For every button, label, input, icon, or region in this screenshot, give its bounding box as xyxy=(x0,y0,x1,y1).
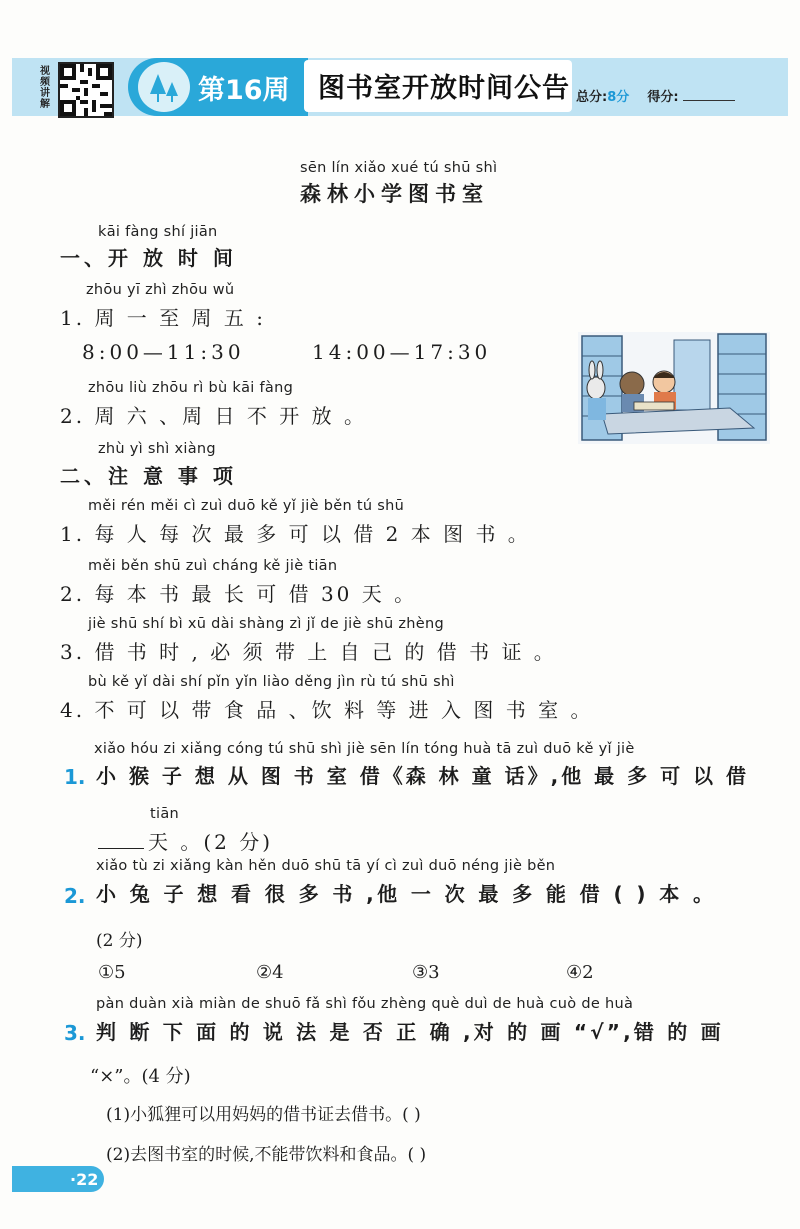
total-value: 8分 xyxy=(607,90,630,105)
rule2-pinyin: měi běn shū zuì cháng kě jiè tiān xyxy=(88,558,338,574)
q1-cont xyxy=(98,826,273,855)
qr-code-icon[interactable] xyxy=(58,62,114,118)
score-label: 得分: xyxy=(647,90,679,105)
q2-points: (2 分) xyxy=(96,931,143,951)
q2-pinyin: xiǎo tù zi xiǎng kàn hěn duō shū tā yí cì zuì duō néng jiè běn xyxy=(96,858,556,874)
section2-pinyin: zhù yì shì xiàng xyxy=(98,441,216,457)
tree-icon xyxy=(138,62,190,112)
q3-number: 3. xyxy=(64,1021,86,1045)
notice-title: 森林小学图书室 xyxy=(300,182,489,206)
q2-option-3[interactable]: ③3 xyxy=(412,962,440,983)
total-label: 总分: xyxy=(576,90,608,105)
score-area xyxy=(576,86,735,105)
rule4-text: 4. 不 可 以 带 食 品 、饮 料 等 进 入 图 书 室 。 xyxy=(60,698,594,722)
rule3-pinyin: jiè shū shí bì xū dài shàng zì jǐ de jiè shū zhèng xyxy=(88,616,444,632)
q1-cont-pinyin: tiān xyxy=(150,806,179,822)
rule3-text: 3. 借 书 时 , 必 须 带 上 自 己 的 借 书 证 。 xyxy=(60,640,557,664)
page-number-value: 22 xyxy=(76,1170,99,1189)
qr-label: 视频讲解 xyxy=(40,66,50,110)
item2-pinyin: zhōu liù zhōu rì bù kāi fàng xyxy=(88,380,294,396)
section1-heading: 一、开 放 时 间 xyxy=(60,246,237,270)
week-label: 第16周 xyxy=(198,75,290,106)
section1-pinyin: kāi fàng shí jiān xyxy=(98,224,218,240)
q1-number: 1. xyxy=(64,765,86,789)
q1-pinyin: xiǎo hóu zi xiǎng cóng tú shū shì jiè sēn lín tóng huà tā zuì duō kě yǐ jiè xyxy=(94,741,635,757)
q3-statement-1[interactable]: (1)小狐狸可以用妈妈的借书证去借书。( ) xyxy=(106,1105,421,1125)
rule2-text: 2. 每 本 书 最 长 可 借 30 天 。 xyxy=(60,582,418,606)
item1-text: 1. 周 一 至 周 五 : xyxy=(60,306,266,330)
q2-option-1[interactable]: ①5 xyxy=(98,962,126,983)
page-title: 图书室开放时间公告 xyxy=(318,73,570,104)
section2-heading: 二、注 意 事 项 xyxy=(60,464,237,488)
notice-title-pinyin: sēn lín xiǎo xué tú shū shì xyxy=(300,160,498,176)
time-morning: 8:00—11:30 xyxy=(82,340,245,364)
score-blank[interactable] xyxy=(683,100,735,101)
q1-answer-blank[interactable] xyxy=(98,848,144,849)
q3-cont: “×”。(4 分) xyxy=(90,1066,191,1087)
q1-text: 小 猴 子 想 从 图 书 室 借《森 林 童 话》,他 最 多 可 以 借 xyxy=(96,764,750,788)
rule1-text: 1. 每 人 每 次 最 多 可 以 借 2 本 图 书 。 xyxy=(60,522,531,546)
page-number: ·22 xyxy=(70,1170,99,1189)
library-illustration xyxy=(578,332,770,444)
rule4-pinyin: bù kě yǐ dài shí pǐn yǐn liào děng jìn rù tú shū shì xyxy=(88,674,455,690)
q3-pinyin: pàn duàn xià miàn de shuō fǎ shì fǒu zhèng què duì de huà cuò de huà xyxy=(96,996,634,1012)
q3-statement-2[interactable]: (2)去图书室的时候,不能带饮料和食品。( ) xyxy=(106,1145,427,1165)
q1-cont-text: 天 。(2 分) xyxy=(148,830,274,854)
q2-number: 2. xyxy=(64,884,86,908)
item1-pinyin: zhōu yī zhì zhōu wǔ xyxy=(86,282,235,298)
rule1-pinyin: měi rén měi cì zuì duō kě yǐ jiè běn tú shū xyxy=(88,498,405,514)
time-afternoon: 14:00—17:30 xyxy=(312,340,492,364)
q2-text: 小 兔 子 想 看 很 多 书 ,他 一 次 最 多 能 借 ( ) 本 。 xyxy=(96,882,717,906)
q2-option-4[interactable]: ④2 xyxy=(566,962,594,983)
q2-option-2[interactable]: ②4 xyxy=(256,962,284,983)
item2-text: 2. 周 六 、周 日 不 开 放 。 xyxy=(60,404,367,428)
q3-text: 判 断 下 面 的 说 法 是 否 正 确 ,对 的 画 “√”,错 的 画 xyxy=(96,1020,724,1044)
